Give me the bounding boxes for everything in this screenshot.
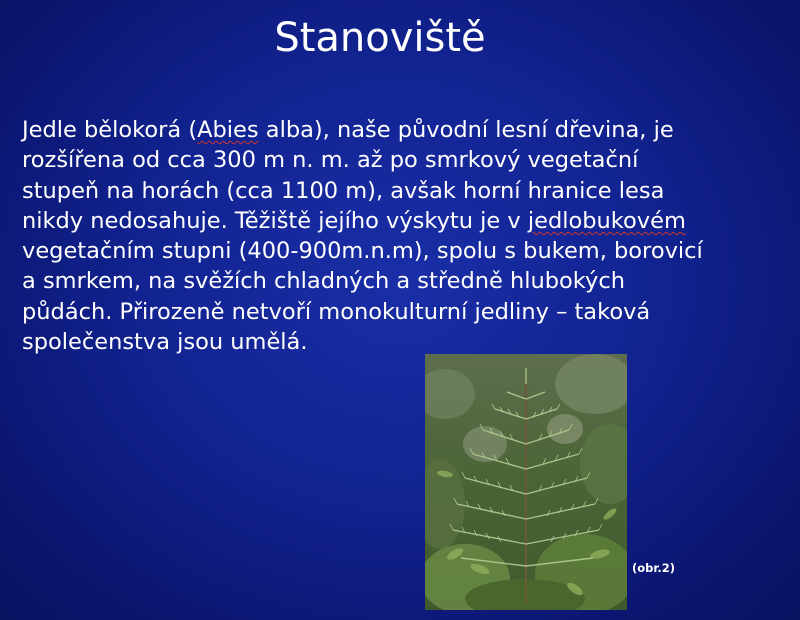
fir-sapling-illustration [425, 354, 627, 610]
text-segment: alba), naše původní lesní dřevina, je [258, 117, 674, 143]
text-segment: Jedle bělokorá ( [22, 117, 198, 143]
fir-sapling-photo [425, 354, 627, 610]
text-segment: nikdy nedosahuje. Těžiště jejího výskytu je v [22, 207, 528, 234]
image-caption: (obr.2) [632, 561, 676, 575]
text-line-2: rozšířena od cca 300 m n. m. až po smrkový vegetační [22, 147, 639, 174]
text-line-7: půdách. Přirozeně netvoří monokulturní jedliny – taková [22, 298, 651, 325]
text-line-4 [22, 206, 782, 236]
text-line-3: stupeň na horách (cca 1100 m), avšak horní hranice lesa [22, 177, 665, 204]
text-line-1 [22, 115, 782, 145]
spellcheck-word-abies: Abies [197, 117, 259, 143]
text-line-5: vegetačním stupni (400-900m.n.m), spolu s bukem, borovicí [22, 238, 703, 265]
text-line-8: společenstva jsou umělá. [22, 329, 308, 356]
body-paragraph [22, 115, 782, 357]
spellcheck-word-jedlobukovem: jedlobukovém [527, 207, 686, 234]
text-line-6: a smrkem, na svěžích chladných a středně hlubokých [22, 268, 625, 295]
slide-title: Stanoviště [274, 15, 486, 61]
